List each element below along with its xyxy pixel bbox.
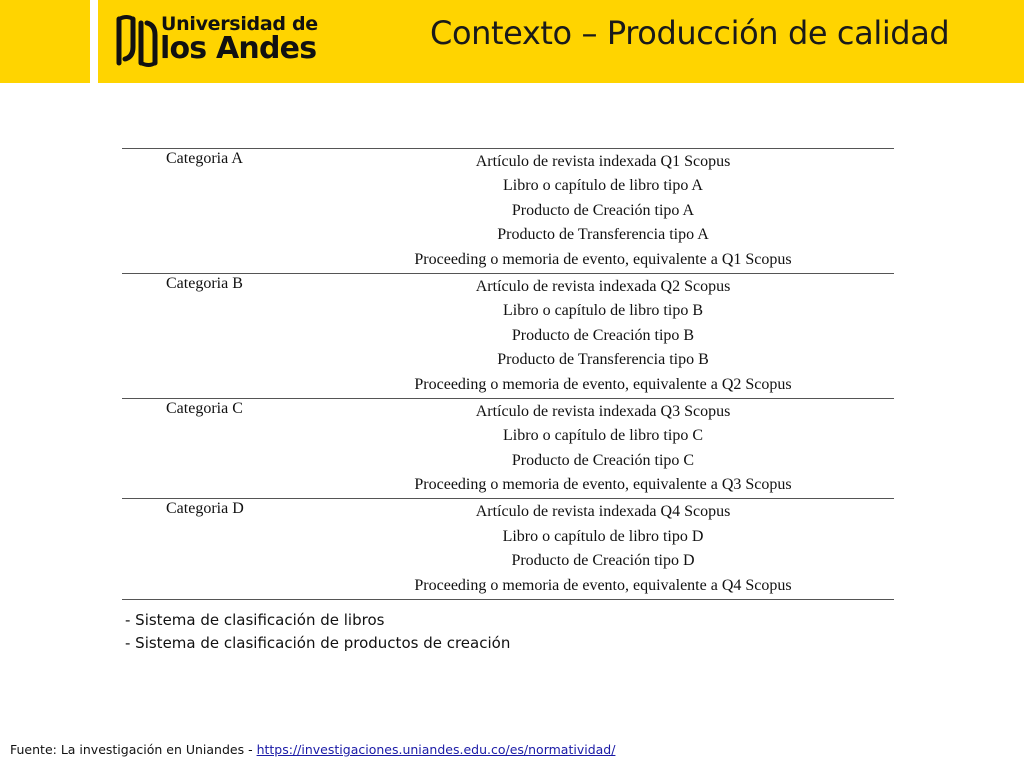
category-label: Categoria D	[166, 500, 244, 518]
category-item: Artículo de revista indexada Q1 Scopus	[475, 153, 731, 170]
notes-list	[125, 609, 510, 655]
category-item: Producto de Creación tipo C	[511, 451, 695, 469]
footer-prefix: Fuente: La investigación en Uniandes -	[10, 742, 257, 757]
category-item: Libro o capítulo de libro tipo D	[502, 527, 704, 545]
header-left-bar	[0, 0, 90, 83]
category-item: Artículo de revista indexada Q2 Scopus	[475, 277, 731, 295]
header-divider	[90, 0, 98, 83]
category-items	[312, 401, 894, 499]
category-group	[122, 273, 894, 398]
category-group	[122, 498, 894, 600]
category-item: Proceeding o memoria de evento, equivalente a Q3 Scopus	[414, 476, 792, 494]
category-table	[122, 148, 894, 600]
category-item: Producto de Transferencia tipo B	[497, 351, 709, 369]
slide-title: Contexto – Producción de calidad	[430, 14, 950, 52]
category-item: Libro o capítulo de libro tipo A	[503, 177, 703, 195]
category-label: Categoria A	[166, 150, 243, 167]
category-item: Libro o capítulo de libro tipo B	[503, 302, 703, 320]
footer-link[interactable]: https://investigaciones.uniandes.edu.co/es/normatividad/	[256, 742, 616, 757]
note-item: - Sistema de clasificación de libros	[125, 611, 385, 629]
category-items	[312, 501, 894, 599]
category-item: Proceeding o memoria de evento, equivalente a Q4 Scopus	[414, 576, 792, 594]
logo-text-line2: los Andes	[160, 31, 317, 66]
category-item: Producto de Creación tipo D	[511, 552, 695, 570]
category-item: Producto de Creación tipo B	[511, 326, 695, 344]
category-label: Categoria B	[166, 274, 243, 292]
category-item: Artículo de revista indexada Q4 Scopus	[475, 503, 731, 521]
category-group	[122, 148, 894, 273]
footer-source	[10, 742, 615, 757]
logo-text-line1: Universidad de	[161, 13, 318, 35]
category-item: Proceeding o memoria de evento, equivalente a Q2 Scopus	[414, 375, 792, 393]
category-group	[122, 398, 894, 499]
category-items	[312, 276, 894, 398]
category-label: Categoria C	[166, 399, 243, 417]
university-logo	[113, 10, 318, 72]
category-item: Libro o capítulo de libro tipo C	[503, 427, 703, 445]
note-item: - Sistema de clasificación de productos de creación	[125, 634, 511, 652]
category-item: Producto de Transferencia tipo A	[497, 226, 709, 244]
category-item: Producto de Creación tipo A	[511, 201, 695, 219]
category-item: Proceeding o memoria de evento, equivalente a Q1 Scopus	[414, 250, 792, 268]
logo-emblem-icon	[113, 13, 161, 69]
category-item: Artículo de revista indexada Q3 Scopus	[475, 402, 731, 420]
category-items	[312, 151, 894, 273]
